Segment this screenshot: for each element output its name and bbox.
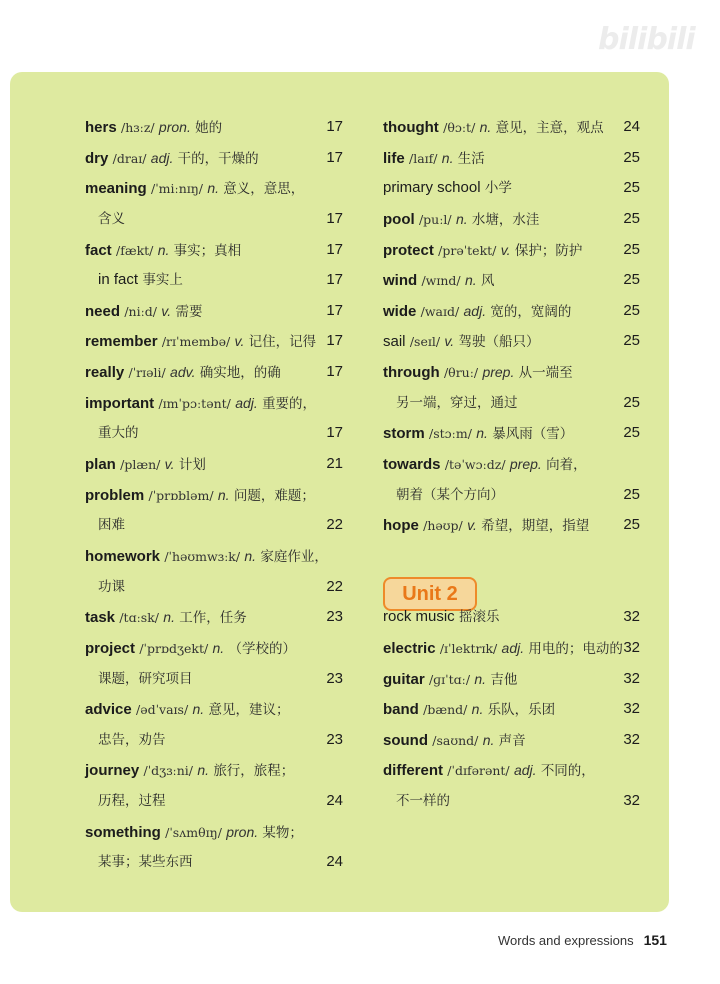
phonetic: /ˈdɪfərənt/: [447, 763, 510, 779]
chinese-meaning: 旅行，旅程；: [213, 763, 295, 780]
headword: electric: [383, 639, 436, 657]
phonetic: /rɪˈmembə/: [161, 334, 231, 350]
page-reference: 17: [326, 424, 343, 442]
headword: meaning: [85, 180, 147, 198]
headword: band: [383, 701, 419, 719]
page-reference: 32: [623, 669, 640, 687]
vocab-entry: [85, 755, 343, 786]
entry-continuation: [85, 418, 343, 449]
phonetic: /fækt/: [115, 242, 154, 258]
headword: fact: [85, 241, 112, 259]
chinese-meaning-continued: 含义: [98, 210, 125, 227]
headword: sail: [383, 333, 406, 351]
headword: pool: [383, 210, 415, 228]
headword: guitar: [383, 670, 425, 688]
headword: homework: [85, 547, 161, 565]
page-reference: 25: [623, 485, 640, 503]
page-reference: 17: [326, 332, 343, 350]
chinese-meaning: 某物；: [262, 824, 303, 841]
page-reference: 25: [623, 148, 640, 166]
headword: life: [383, 149, 405, 167]
part-of-speech: n.: [217, 486, 230, 503]
part-of-speech: n.: [207, 180, 219, 197]
phonetic: /laɪf/: [408, 150, 438, 166]
headword: plan: [85, 456, 116, 474]
phonetic: /ˈprɒbləm/: [148, 487, 214, 503]
phonetic: /ˈprɒdʒekt/: [139, 640, 209, 656]
headword: wide: [383, 302, 417, 320]
page-reference: 17: [326, 363, 343, 381]
vocab-entry: [383, 449, 640, 480]
vocab-entry: [383, 725, 640, 756]
headword: different: [383, 762, 443, 780]
phonetic: /puːl/: [418, 211, 452, 227]
headword: journey: [85, 762, 140, 780]
vocab-entry: [85, 449, 343, 480]
part-of-speech: adj.: [150, 149, 174, 166]
phrase: primary school: [383, 179, 481, 197]
part-of-speech: n.: [471, 701, 484, 718]
page-reference: 23: [326, 669, 343, 687]
left-vocabulary-column: [85, 112, 343, 878]
phonetic: /draɪ/: [112, 150, 147, 166]
phonetic: /bænd/: [423, 702, 468, 718]
vocab-entry: [85, 143, 343, 174]
entry-continuation: [383, 480, 640, 511]
chinese-meaning: 水塘，水洼: [471, 211, 540, 228]
page-reference: 25: [623, 332, 640, 350]
headword: storm: [383, 425, 425, 443]
headword: task: [85, 609, 116, 627]
chinese-meaning: 保护；防护: [514, 242, 583, 259]
headword: wind: [383, 272, 418, 290]
headword: problem: [85, 486, 145, 504]
chinese-meaning: 声音: [498, 732, 526, 749]
chinese-meaning: 确实地，的确: [199, 365, 281, 382]
chinese-meaning: 干的，干燥的: [177, 150, 259, 167]
headword: something: [85, 823, 161, 841]
phonetic: /ədˈvaɪs/: [136, 702, 189, 718]
page-reference: 17: [326, 240, 343, 258]
chinese-meaning: 摇滚乐: [458, 609, 500, 626]
page-reference: 25: [623, 271, 640, 289]
part-of-speech: v.: [164, 456, 175, 473]
page-number: 151: [643, 932, 667, 948]
page-reference: 23: [326, 608, 343, 626]
page-reference: 25: [623, 424, 640, 442]
phonetic: /wɪnd/: [421, 273, 461, 289]
page-reference: 25: [623, 179, 640, 197]
chinese-meaning: 计划: [178, 457, 206, 474]
headword: advice: [85, 701, 132, 719]
chinese-meaning: （学校的）: [228, 640, 296, 657]
vocab-entry: [85, 235, 343, 266]
phonetic: /θɔːt/: [443, 120, 476, 135]
page-reference: 24: [326, 853, 343, 871]
vocab-entry: [85, 296, 343, 327]
chinese-meaning-continued: 功课: [98, 578, 125, 595]
chinese-meaning: 问题，难题；: [233, 487, 315, 504]
chinese-meaning: 重要的，: [262, 395, 317, 412]
vocab-entry: [85, 388, 343, 419]
vocab-entry: [383, 602, 640, 633]
vocab-entry: [383, 143, 640, 174]
vocab-entry: [85, 817, 343, 848]
page-reference: 21: [326, 455, 343, 473]
chinese-meaning: 记住，记得: [248, 334, 317, 351]
part-of-speech: n.: [157, 241, 170, 258]
phonetic: /saʊnd/: [432, 732, 479, 748]
chinese-meaning: 意见，建议；: [208, 702, 290, 719]
phonetic: /ɡɪˈtɑː/: [428, 671, 471, 687]
entry-continuation: [85, 847, 343, 878]
phonetic: /ɪˈlektrɪk/: [439, 640, 498, 656]
headword: hers: [85, 119, 117, 136]
vocab-entry: [85, 633, 343, 664]
vocab-entry: [383, 694, 640, 725]
part-of-speech: n.: [212, 639, 225, 656]
page-reference: 25: [623, 301, 640, 319]
headword: need: [85, 302, 121, 320]
vocab-entry: [383, 173, 640, 204]
headword: important: [85, 394, 155, 412]
page-reference: 25: [623, 209, 640, 227]
part-of-speech: n.: [474, 670, 487, 687]
phonetic: /həʊp/: [423, 518, 463, 534]
chinese-meaning: 事实；真相: [173, 242, 242, 259]
headword: really: [85, 364, 125, 382]
headword: dry: [85, 149, 109, 167]
part-of-speech: n.: [464, 272, 477, 289]
chinese-meaning: 家庭作业，: [260, 548, 328, 565]
part-of-speech: v.: [234, 333, 245, 350]
chinese-meaning: 驾驶（船只）: [458, 334, 540, 351]
chinese-meaning: 向着，: [546, 457, 587, 474]
phonetic: /waɪd/: [420, 303, 460, 319]
part-of-speech: v.: [500, 241, 511, 258]
phrase: in fact: [98, 271, 139, 289]
vocab-entry: [383, 112, 640, 143]
chinese-meaning-continued: 某事；某些东西: [98, 854, 193, 871]
chinese-meaning: 不同的，: [540, 763, 595, 780]
vocab-entry: [383, 235, 640, 266]
part-of-speech: adj.: [501, 639, 525, 656]
vocab-entry: [383, 664, 640, 695]
vocab-entry: [383, 296, 640, 327]
phonetic: /tɑːsk/: [119, 610, 159, 626]
chinese-meaning: 希望，期望，指望: [481, 518, 590, 535]
vocab-entry: [85, 265, 343, 296]
phonetic: /θruː/: [443, 365, 479, 381]
vocab-entry: [85, 541, 343, 572]
phonetic: /seɪl/: [409, 334, 441, 350]
phonetic: /niːd/: [124, 303, 157, 319]
phonetic: /plæn/: [120, 457, 161, 473]
vocab-entry: [85, 173, 343, 204]
headword: protect: [383, 241, 434, 259]
chinese-meaning-continued: 历程，过程: [98, 793, 166, 810]
page-reference: 24: [623, 118, 640, 135]
unit-heading: Unit 2: [383, 577, 477, 611]
vocab-entry: [383, 755, 640, 786]
chinese-meaning: 意见，主意，观点: [495, 120, 604, 136]
entry-continuation: [85, 664, 343, 695]
headword: hope: [383, 517, 419, 535]
headword: remember: [85, 333, 158, 351]
headword: towards: [383, 456, 441, 474]
page-reference: 32: [623, 730, 640, 748]
part-of-speech: v.: [444, 333, 455, 350]
page-reference: 32: [623, 700, 640, 718]
page-reference: 23: [326, 730, 343, 748]
page-reference: 22: [326, 516, 343, 534]
page-reference: 22: [326, 577, 343, 595]
chinese-meaning: 宽的，宽阔的: [490, 303, 572, 320]
page-footer: [498, 932, 667, 948]
part-of-speech: n.: [163, 609, 175, 626]
part-of-speech: n.: [482, 731, 495, 748]
page-reference: 17: [326, 209, 343, 227]
phonetic: /təˈwɔːdz/: [444, 457, 506, 473]
page-reference: 17: [326, 148, 343, 166]
part-of-speech: pron.: [226, 823, 259, 840]
page-reference: 25: [623, 240, 640, 258]
chinese-meaning-continued: 另一端，穿过，通过: [396, 394, 518, 411]
section-spacer: [383, 541, 640, 572]
vocab-entry: [383, 204, 640, 235]
chinese-meaning: 暴风雨（雪）: [492, 426, 574, 443]
chinese-meaning: 从一端至: [518, 365, 573, 382]
part-of-speech: prep.: [509, 456, 542, 473]
chinese-meaning: 小学: [484, 180, 512, 197]
headword: through: [383, 364, 440, 382]
phonetic: /ˈsʌmθɪŋ/: [165, 824, 222, 840]
entry-continuation: [85, 510, 343, 541]
part-of-speech: pron.: [158, 119, 191, 135]
part-of-speech: adv.: [170, 364, 196, 381]
entry-continuation: [85, 786, 343, 817]
right-vocabulary-column: [383, 112, 640, 817]
vocab-entry: [383, 326, 640, 357]
page-reference: 17: [326, 271, 343, 289]
page-reference: 17: [326, 301, 343, 319]
part-of-speech: n.: [476, 425, 488, 442]
vocab-entry: [383, 510, 640, 541]
chinese-meaning: 用电的；电动的: [528, 640, 623, 657]
part-of-speech: prep.: [482, 364, 515, 381]
entry-continuation: [85, 204, 343, 235]
vocab-entry: [85, 480, 343, 511]
phonetic: /prəˈtekt/: [438, 242, 497, 258]
chinese-meaning: 意义，意思，: [223, 181, 305, 198]
part-of-speech: adj.: [513, 762, 537, 779]
vocab-entry: [85, 326, 343, 357]
part-of-speech: adj.: [235, 394, 258, 411]
part-of-speech: n.: [197, 762, 210, 779]
chinese-meaning-continued: 忠告，劝告: [98, 731, 166, 748]
phonetic: /ɪmˈpɔːtənt/: [158, 395, 231, 411]
chinese-meaning-continued: 困难: [98, 517, 125, 534]
vocab-entry: [85, 112, 343, 143]
footer-title: Words and expressions: [498, 933, 634, 948]
part-of-speech: v.: [161, 302, 172, 319]
chinese-meaning: 事实上: [142, 272, 183, 289]
phonetic: /ˈrɪəli/: [128, 365, 166, 381]
vocab-entry: [383, 265, 640, 296]
vocab-entry: [85, 694, 343, 725]
part-of-speech: v.: [467, 517, 477, 534]
chinese-meaning-continued: 课题，研究项目: [98, 670, 193, 687]
headword: thought: [383, 119, 439, 136]
entry-continuation: [383, 786, 640, 817]
chinese-meaning: 乐队，乐团: [487, 702, 556, 719]
phonetic: /ˈdʒɜːni/: [143, 763, 194, 779]
page-reference: 32: [623, 608, 640, 626]
page-reference: 25: [623, 393, 640, 411]
page-reference: 24: [326, 792, 343, 810]
page-reference: 17: [326, 118, 343, 135]
bilibili-watermark: bilibili: [598, 22, 695, 57]
phonetic: /hɜːz/: [120, 120, 155, 135]
chinese-meaning: 生活: [457, 150, 485, 167]
entry-continuation: [85, 725, 343, 756]
page-reference: 32: [623, 638, 640, 656]
vocab-entry: [85, 602, 343, 633]
headword: project: [85, 639, 136, 657]
vocab-entry: [383, 357, 640, 388]
chinese-meaning-continued: 重大的: [98, 425, 139, 442]
phonetic: /ˈmiːnɪŋ/: [150, 181, 204, 197]
part-of-speech: n.: [479, 119, 492, 135]
vocab-entry: [383, 418, 640, 449]
chinese-meaning-continued: 朝着（某个方向）: [396, 486, 504, 503]
chinese-meaning: 需要: [175, 303, 203, 320]
part-of-speech: adj.: [463, 302, 487, 319]
part-of-speech: n.: [455, 210, 468, 227]
unit-heading-row: [383, 572, 640, 603]
page-reference: 25: [623, 516, 640, 534]
phrase: rock music: [383, 608, 455, 626]
chinese-meaning: 她的: [195, 120, 223, 136]
entry-continuation: [85, 572, 343, 603]
phonetic: /ˈhəʊmwɜːk/: [164, 548, 241, 564]
vocab-entry: [383, 633, 640, 664]
phonetic: /stɔːm/: [428, 426, 472, 442]
headword: sound: [383, 731, 428, 749]
chinese-meaning-continued: 不一样的: [396, 793, 450, 810]
page-reference: 32: [623, 792, 640, 810]
chinese-meaning: 工作，任务: [179, 610, 247, 627]
part-of-speech: n.: [244, 547, 257, 564]
part-of-speech: n.: [192, 701, 205, 718]
vocab-entry: [85, 357, 343, 388]
chinese-meaning: 风: [480, 273, 495, 290]
entry-continuation: [383, 388, 640, 419]
part-of-speech: n.: [441, 149, 454, 166]
chinese-meaning: 吉他: [490, 671, 518, 688]
